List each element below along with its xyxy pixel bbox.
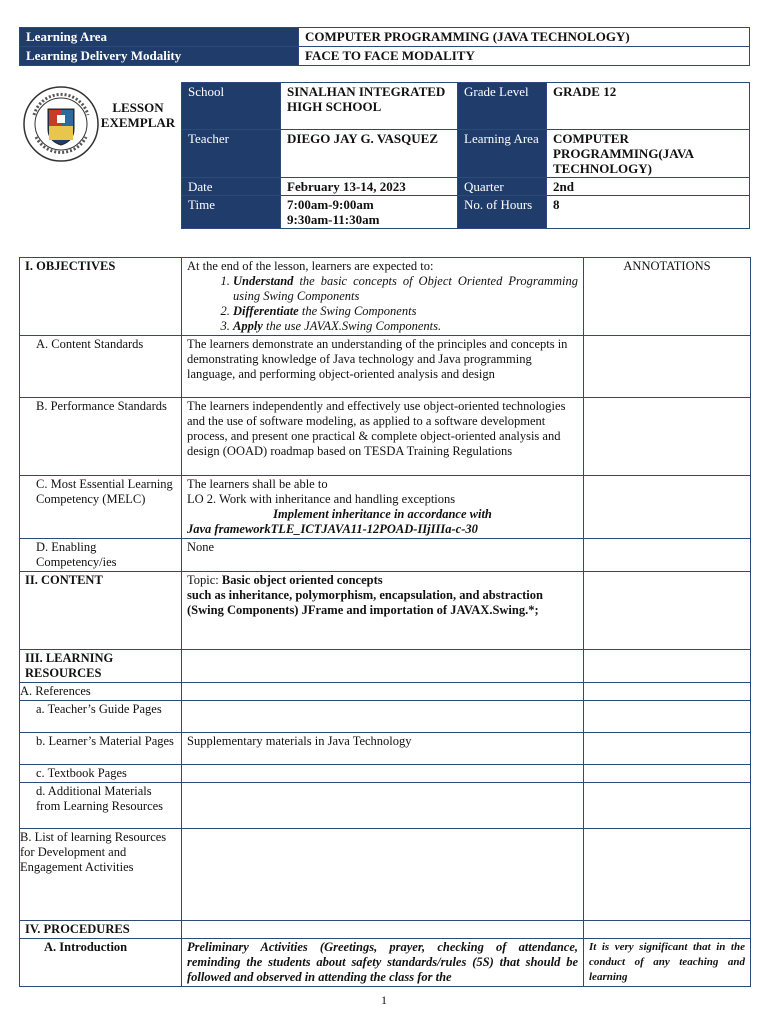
content-standards-text: The learners demonstrate an understanding of the principles and concepts in demonstrating knowledge of Java technology and Java programming language, and performing object-oriented analysis and design [182,336,584,398]
objectives-heading: I. OBJECTIVES [20,258,182,336]
modality-value: FACE TO FACE MODALITY [299,47,750,66]
learners-material-label: b. Learner’s Material Pages [20,733,182,765]
objective-verb: Apply [233,319,263,333]
content-heading: II. CONTENT [20,572,182,650]
enabling-text: None [182,539,584,572]
procedures-cell [182,921,584,939]
melc-line-1: The learners shall be able to [187,477,328,491]
school-seal-logo [22,85,100,163]
school-label: School [182,83,281,130]
procedures-heading: IV. PROCEDURES [20,921,182,939]
performance-standards-label: B. Performance Standards [20,398,182,476]
time-value [281,196,458,229]
lesson-exemplar-title [95,100,181,130]
references-cell [182,683,584,701]
melc-label: C. Most Essential Learning Competency (MELC) [20,476,182,539]
teacher-value: DIEGO JAY G. VASQUEZ [281,130,458,178]
melc-cell [182,476,584,539]
annotations-heading: ANNOTATIONS [584,258,751,336]
teachers-guide-cell [182,701,584,733]
enabling-label: D. Enabling Competency/ies [20,539,182,572]
exemplar-label: EXEMPLAR [100,115,176,130]
time-slot-1: 7:00am-9:00am [287,197,374,212]
objective-item [233,274,578,304]
content-cell [182,572,584,650]
melc-line-3: Implement inheritance in accordance with [273,507,492,521]
topic-description: such as inheritance, polymorphism, encapsulation, and abstraction (Swing Components) JFrame and importation of JAVAX.Swing.*; [187,588,543,617]
quarter-value: 2nd [547,178,750,196]
objective-text: the use JAVAX.Swing Components. [262,319,442,333]
time-slot-2: 9:30am-11:30am [287,212,380,227]
list-resources-label: B. List of learning Resources for Development and Engagement Activities [20,829,182,921]
references-label: A. References [20,683,182,701]
annotation-cell [584,476,751,539]
learning-area-label: Learning Area [20,28,299,47]
hours-label: No. of Hours [458,196,547,229]
quarter-label: Quarter [458,178,547,196]
annotation-cell [584,539,751,572]
exemplar-info-table [181,82,750,229]
date-value: February 13-14, 2023 [281,178,458,196]
page-number: 1 [381,993,387,1007]
annotation-cell [584,829,751,921]
performance-standards-text: The learners independently and effectively use object-oriented technologies and the use of software modeling, as applied to a software development process, and present one practical & complete object-oriented analysis and design (OOAD) roadmap based on TESDA Training Regulations [182,398,584,476]
textbook-label: c. Textbook Pages [20,765,182,783]
date-label: Date [182,178,281,196]
objectives-list [187,274,578,334]
resources-heading: III. LEARNING RESOURCES [20,650,182,683]
annotation-cell [584,733,751,765]
annotation-cell [584,701,751,733]
school-value: SINALHAN INTEGRATED HIGH SCHOOL [281,83,458,130]
lesson-label: LESSON [112,100,164,115]
annotation-cell [584,650,751,683]
learning-area-value: COMPUTER PROGRAMMING (JAVA TECHNOLOGY) [299,28,750,47]
teacher-label: Teacher [182,130,281,178]
objective-text: the Swing Components [298,304,417,318]
introduction-text: Preliminary Activities (Greetings, prayer, checking of attendance, reminding the students about safety standards/rules (5S) that should be followed and observed in attending the class for the [182,939,584,987]
modality-label: Learning Delivery Modality [20,47,299,66]
annotation-cell [584,783,751,829]
objective-text: the basic concepts of Object Oriented Programming using Swing Components [233,274,578,303]
header-table [19,27,750,66]
lesson-plan-table [19,257,751,987]
hours-value: 8 [547,196,750,229]
list-resources-cell [182,829,584,921]
topic-prefix: Topic: [187,573,222,587]
annotation-cell [584,336,751,398]
additional-materials-cell [182,783,584,829]
objective-item [233,319,578,334]
learners-material-value: Supplementary materials in Java Technology [182,733,584,765]
time-label: Time [182,196,281,229]
melc-line-2: LO 2. Work with inheritance and handling exceptions [187,492,456,506]
content-standards-label: A. Content Standards [20,336,182,398]
annotation-cell [584,398,751,476]
introduction-label: A. Introduction [20,939,182,987]
additional-materials-label: d. Additional Materials from Learning Resources [20,783,182,829]
objective-verb: Differentiate [233,304,299,318]
area-value: COMPUTER PROGRAMMING(JAVA TECHNOLOGY) [547,130,750,178]
objective-item [233,304,578,319]
objectives-cell [182,258,584,336]
objective-verb: Understand [233,274,294,288]
textbook-cell [182,765,584,783]
objectives-intro: At the end of the lesson, learners are expected to: [187,259,434,273]
grade-value: GRADE 12 [547,83,750,130]
introduction-annotation: It is very significant that in the conduct of any teaching and learning [584,939,751,987]
resources-cell [182,650,584,683]
annotation-cell [584,765,751,783]
grade-label: Grade Level [458,83,547,130]
annotation-cell [584,921,751,939]
annotation-cell [584,572,751,650]
topic-title: Basic object oriented concepts [221,573,383,587]
teachers-guide-label: a. Teacher’s Guide Pages [20,701,182,733]
melc-line-4: Java frameworkTLE_ICTJAVA11-12POAD-IIjIIIa-c-30 [187,522,478,536]
area-label: Learning Area [458,130,547,178]
annotation-cell [584,683,751,701]
